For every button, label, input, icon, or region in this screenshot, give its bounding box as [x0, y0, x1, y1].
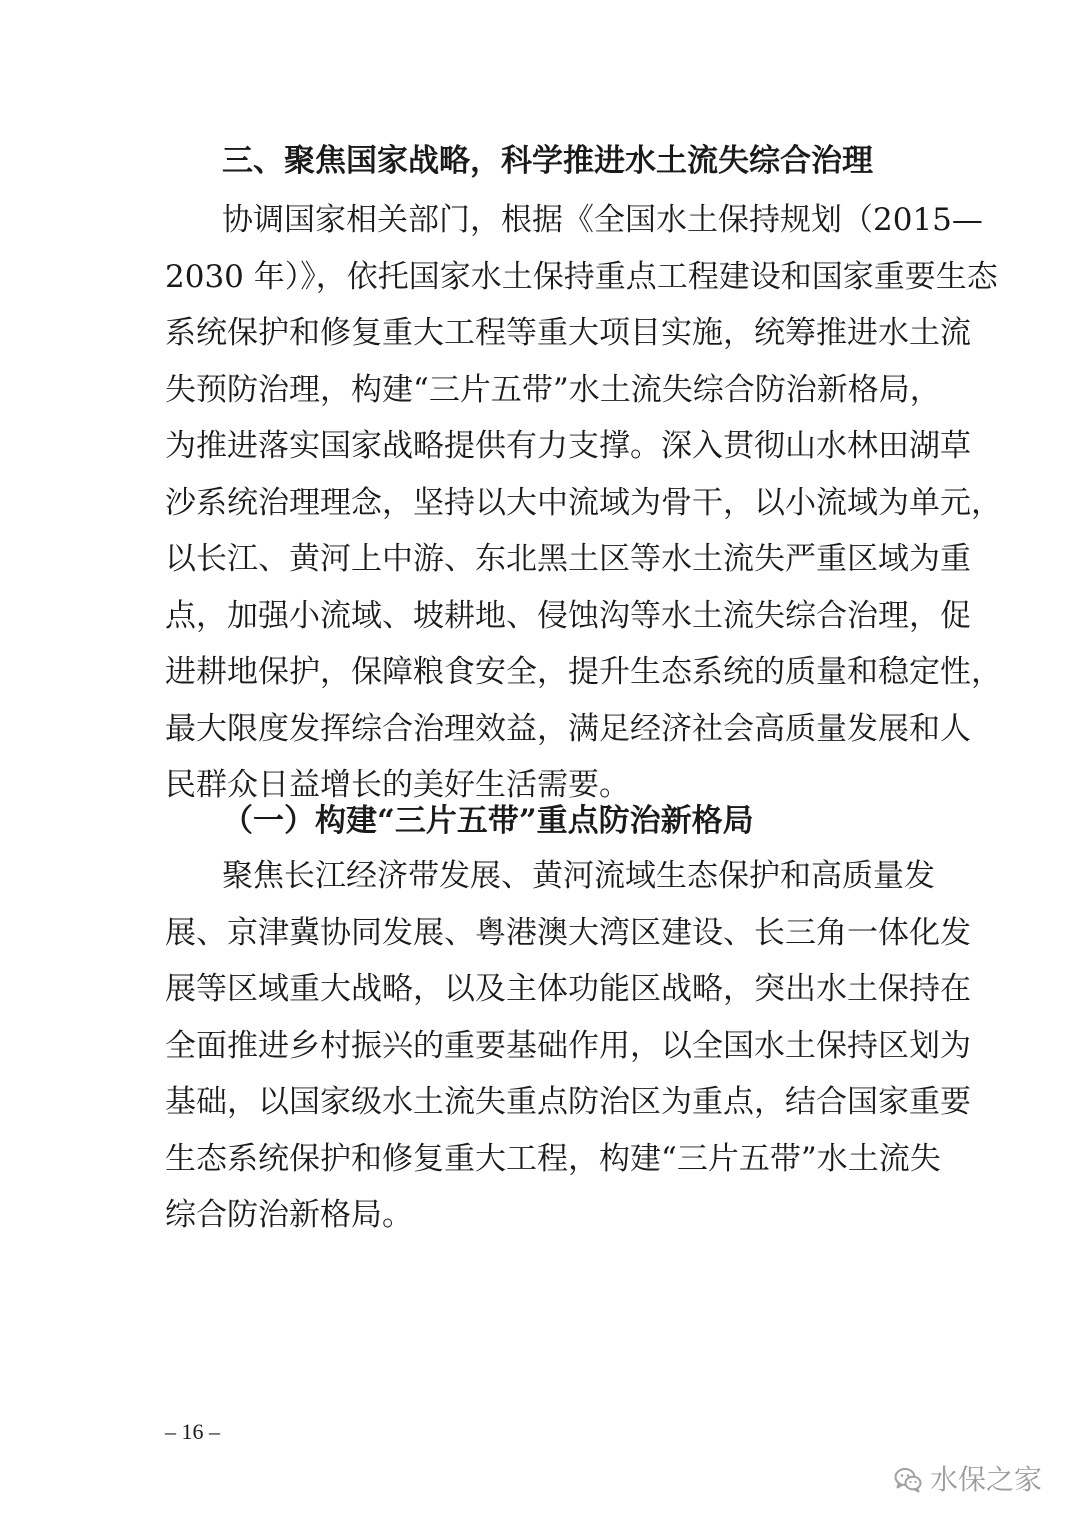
paragraph-2-line: 生态系统保护和修复重大工程，构建“三片五带”水土流失 — [165, 1140, 941, 1177]
paragraph-1-line: 2030 年）》，依托国家水土保持重点工程建设和国家重要生态 — [165, 258, 998, 295]
paragraph-1-line: 民群众日益增长的美好生活需要。 — [165, 767, 630, 803]
paragraph-1-line: 协调国家相关部门，根据《全国水土保持规划（2015— — [222, 202, 983, 238]
watermark-text: 水保之家 — [929, 1463, 1042, 1496]
paragraph-1-line: 为推进落实国家战略提供有力支撑。深入贯彻山水林田湖草 — [165, 428, 971, 464]
wechat-watermark — [894, 1460, 1042, 1500]
paragraph-1-line: 进耕地保护，保障粮食安全，提升生态系统的质量和稳定性， — [165, 654, 1002, 690]
paragraph-1-line: 沙系统治理理念，坚持以大中流域为骨干，以小流域为单元， — [165, 484, 1002, 521]
paragraph-2-line: 展等区域重大战略，以及主体功能区战略，突出水土保持在 — [165, 971, 971, 1007]
subsection-heading: （一）构建“三片五带”重点防治新格局 — [222, 803, 754, 839]
paragraph-1-line: 点，加强小流域、坡耕地、侵蚀沟等水土流失综合治理，促 — [165, 597, 971, 634]
paragraph-1-line: 以长江、黄河上中游、东北黑土区等水土流失严重区域为重 — [165, 541, 971, 577]
paragraph-2-line: 全面推进乡村振兴的重要基础作用，以全国水土保持区划为 — [165, 1027, 971, 1064]
paragraph-2-line: 基础，以国家级水土流失重点防治区为重点，结合国家重要 — [165, 1084, 971, 1120]
paragraph-2-line: 综合防治新格局。 — [165, 1197, 413, 1233]
wechat-icon — [894, 1467, 922, 1493]
paragraph-2-line: 展、京津冀协同发展、粤港澳大湾区建设、长三角一体化发 — [165, 914, 971, 951]
paragraph-1-line: 最大限度发挥综合治理效益，满足经济社会高质量发展和人 — [165, 710, 971, 747]
page-number: – 16 – — [165, 1419, 220, 1444]
paragraph-1-line: 失预防治理，构建“三片五带”水土流失综合防治新格局， — [165, 371, 941, 408]
section-heading: 三、聚焦国家战略，科学推进水土流失综合治理 — [222, 143, 873, 179]
paragraph-2-line: 聚焦长江经济带发展、黄河流域生态保护和高质量发 — [222, 858, 935, 894]
paragraph-1-line: 系统保护和修复重大工程等重大项目实施，统筹推进水土流 — [165, 315, 971, 351]
